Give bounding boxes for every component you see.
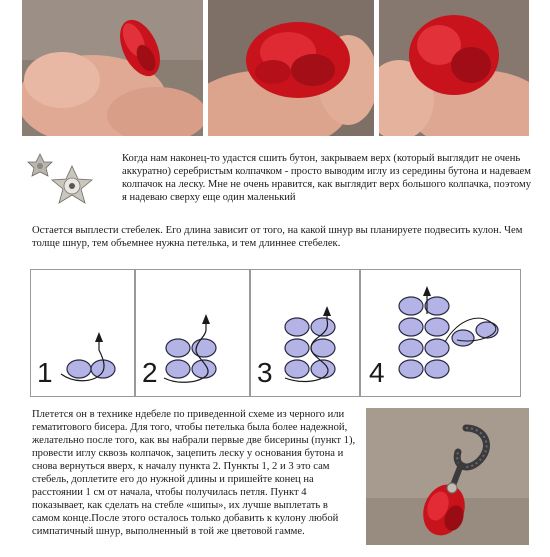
cap-instruction-text: Когда нам наконец-то удастся сшить бутон, закрываем верх (который выглядит не очень аккуратно) серебристым колпачком - просто выводим иглу из середины бутона и надеваем колпачок на леску. Мне не очень нравится, как выглядит верх большого колпачка, поэтому я надеваю сверху еще один маленький xyxy=(122,153,532,203)
diagram-step-4 xyxy=(360,269,521,397)
technique-text: Плетется он в технике ндебеле по приведенной схеме из черного или гематитового бисера. Для того, чтобы петелька была более надежной, желательно после того, как вы набрали первые две бисерины (пункт 1), провести иглу сквозь колпачок, зацепить леску у основания бутона и снова вернуться вверх, к началу пункта 2. Пункты 1, 2 и 3 это сам стебель, доплетите его до нужной длины и пришейте конец на расстоянии 1 см от начала, чтобы получилась петля. Пункт 4 показывает, как сделать на стебле «шипы», их лучше выплетать в самом конце.После этого осталось только добавить к кулону любой симпатичный шнур, выполненный в той же цветовой гамме. xyxy=(32,409,356,537)
diagram-step-3 xyxy=(250,269,360,397)
finished-rose-pendant-photo xyxy=(366,408,529,545)
diagram-step-1 xyxy=(30,269,135,397)
diagram-step-2 xyxy=(135,269,250,397)
rose-bud-side-view-photo xyxy=(379,0,529,136)
silver-bead-caps-photo xyxy=(22,150,102,210)
step-number-2: 2 xyxy=(142,357,158,388)
step-number-3: 3 xyxy=(257,357,273,388)
rose-bud-top-view-photo xyxy=(208,0,374,136)
step-number-4: 4 xyxy=(369,357,385,388)
step-number-1: 1 xyxy=(37,357,53,388)
stem-intro-text: Остается выплести стебелек. Его длина зависит от того, на какой шнур вы планируете подвесить кулон. Чем толще шнур, тем объемнее нужна петелька, и тем длиннее стебелек. xyxy=(32,225,523,249)
rose-bud-in-fingers-photo xyxy=(22,0,203,136)
